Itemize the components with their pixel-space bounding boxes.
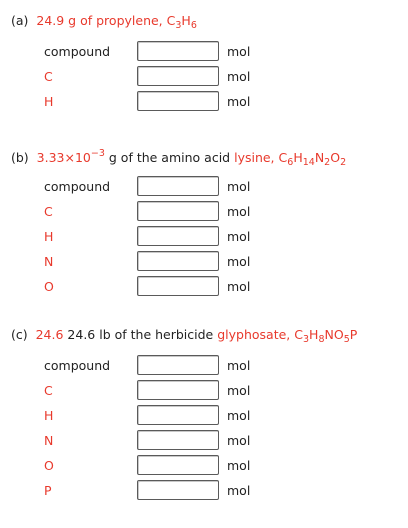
unit-label: mol	[227, 458, 251, 473]
moles-n-input[interactable]	[137, 430, 219, 450]
row-label: O	[44, 279, 54, 294]
moles-c-input[interactable]	[137, 201, 219, 221]
substance-name: propylene,	[96, 13, 163, 28]
part-a-heading	[11, 13, 197, 31]
unit-label: mol	[227, 69, 251, 84]
moles-compound-input[interactable]	[137, 41, 219, 61]
row-h	[0, 405, 408, 427]
unit-label: mol	[227, 229, 251, 244]
substance-name: glyphosate,	[217, 327, 291, 342]
part-text: g of the amino acid	[108, 150, 231, 165]
moles-compound-input[interactable]	[137, 355, 219, 375]
part-mass: 24.6	[35, 327, 64, 342]
sci-notation: $3.33\times 10^{-3}$	[36, 148, 105, 165]
row-p	[0, 480, 408, 502]
row-n	[0, 430, 408, 452]
part-letter: (a)	[11, 13, 29, 28]
row-label: compound	[44, 44, 111, 59]
moles-compound-input[interactable]	[137, 176, 219, 196]
row-label: C	[44, 204, 53, 219]
unit-label: mol	[227, 204, 251, 219]
part-c-heading	[11, 327, 357, 345]
molecular-formula: $C_3H_8NO_5P$	[294, 327, 358, 345]
unit-label: mol	[227, 179, 251, 194]
row-label: C	[44, 69, 53, 84]
moles-h-input[interactable]	[137, 226, 219, 246]
unit-label: mol	[227, 254, 251, 269]
row-label: C	[44, 383, 53, 398]
moles-o-input[interactable]	[137, 276, 219, 296]
row-n	[0, 251, 408, 273]
moles-n-input[interactable]	[137, 251, 219, 271]
moles-p-input[interactable]	[137, 480, 219, 500]
part-mass: 24.9 g of	[36, 13, 93, 28]
moles-c-input[interactable]	[137, 66, 219, 86]
unit-label: mol	[227, 94, 251, 109]
moles-h-input[interactable]	[137, 405, 219, 425]
molecular-formula: $C_3H_6$	[166, 13, 197, 31]
row-label: N	[44, 433, 54, 448]
unit-label: mol	[227, 44, 251, 59]
row-label: H	[44, 94, 54, 109]
row-label: compound	[44, 179, 111, 194]
part-b-heading	[11, 148, 346, 168]
unit-label: mol	[227, 383, 251, 398]
row-label: P	[44, 483, 52, 498]
part-letter: (b)	[11, 150, 29, 165]
part-letter: (c)	[11, 327, 28, 342]
row-compound	[0, 355, 408, 377]
row-o	[0, 276, 408, 298]
moles-o-input[interactable]	[137, 455, 219, 475]
row-compound	[0, 176, 408, 198]
unit-label: mol	[227, 279, 251, 294]
part-text: 24.6 lb of the herbicide	[67, 327, 214, 342]
unit-label: mol	[227, 358, 251, 373]
unit-label: mol	[227, 408, 251, 423]
row-label: H	[44, 229, 54, 244]
row-label: O	[44, 458, 54, 473]
row-c	[0, 380, 408, 402]
row-label: compound	[44, 358, 111, 373]
unit-label: mol	[227, 433, 251, 448]
row-label: N	[44, 254, 54, 269]
molecular-formula: $C_6H_{14}N_2O_2$	[278, 150, 347, 168]
unit-label: mol	[227, 483, 251, 498]
moles-c-input[interactable]	[137, 380, 219, 400]
row-label: H	[44, 408, 54, 423]
substance-name: lysine,	[234, 150, 275, 165]
row-c	[0, 201, 408, 223]
row-compound	[0, 41, 408, 63]
row-h	[0, 226, 408, 248]
row-h	[0, 91, 408, 113]
row-o	[0, 455, 408, 477]
moles-h-input[interactable]	[137, 91, 219, 111]
row-c	[0, 66, 408, 88]
